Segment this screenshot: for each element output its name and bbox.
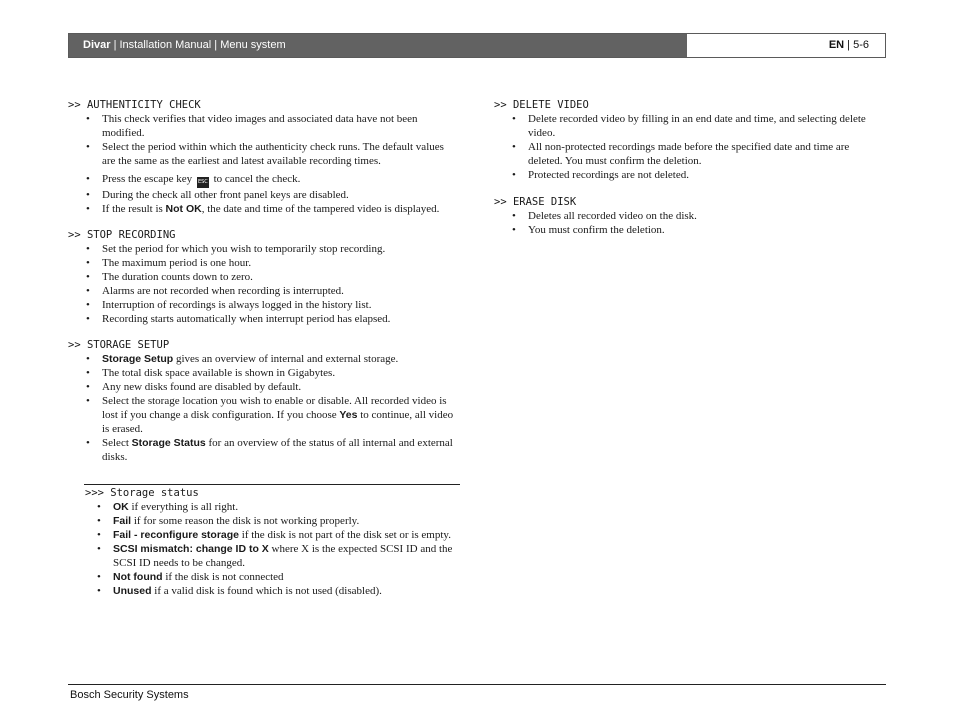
authenticity-check-list (68, 112, 460, 216)
item-text: , the date and time of the tampered video is displayed. (201, 203, 440, 215)
delete-video-heading: >> DELETE VIDEO (494, 99, 589, 111)
erase-disk-heading: >> ERASE DISK (494, 196, 577, 208)
erase-disk-section (494, 195, 886, 237)
keyword: SCSI mismatch: change ID to X (113, 543, 269, 555)
storage-setup-heading: >> STORAGE SETUP (68, 339, 170, 351)
list-item (68, 202, 460, 216)
page-header (68, 33, 886, 58)
keyword: Not OK (165, 203, 202, 215)
list-item: • Interruption of recordings is always logged in the history list. (68, 298, 460, 312)
item-text: Select (102, 437, 132, 449)
storage-status-section (84, 484, 460, 598)
item-text: Press the escape key (102, 173, 195, 185)
item-text: Select the storage location you wish to enable or disable. All recorded video is lost if you change a disk configuration. If you choose (102, 395, 447, 421)
right-column (494, 98, 886, 249)
list-item: • Any new disks found are disabled by default. (68, 380, 460, 394)
list-item: • All non-protected recordings made before the specified date and time are deleted. You must confirm the deletion. (494, 140, 886, 168)
item-text: if a valid disk is found which is not used (disabled). (151, 585, 382, 597)
keyword: Unused (113, 585, 152, 597)
header-subtitle: | Installation Manual | Menu system (110, 39, 286, 51)
list-item: • You must confirm the deletion. (494, 223, 886, 237)
list-item (68, 436, 460, 464)
list-item: • Select the period within which the authenticity check runs. The default values are the same as the earliest and latest available recording times. (68, 140, 460, 168)
list-item: • Recording starts automatically when interrupt period has elapsed. (68, 312, 460, 326)
keyword: Not found (113, 571, 163, 583)
storage-status-heading: >>> Storage status (85, 487, 199, 499)
header-brand: Divar (83, 39, 111, 51)
footer-company: Bosch Security Systems (70, 689, 189, 701)
item-text: if for some reason the disk is not working properly. (131, 515, 360, 527)
list-item: • Protected recordings are not deleted. (494, 168, 886, 182)
list-item (68, 514, 460, 528)
header-page-number: | 5-6 (844, 39, 869, 51)
keyword: Storage Status (131, 437, 206, 449)
item-text: if the disk is not part of the disk set or is empty. (239, 529, 451, 541)
item-text: for an overview of the status of all internal and external disks. (102, 437, 453, 463)
header-language: EN (828, 39, 845, 51)
list-item (68, 352, 460, 366)
list-item (68, 584, 460, 598)
storage-status-list (68, 500, 460, 598)
stop-recording-heading: >> STOP RECORDING (68, 229, 176, 241)
left-column (68, 98, 460, 598)
list-item (68, 528, 460, 542)
keyword: OK (113, 501, 129, 513)
stop-recording-section (68, 228, 460, 326)
storage-setup-list (68, 352, 460, 464)
list-item: • During the check all other front panel keys are disabled. (68, 188, 460, 202)
list-item: • Alarms are not recorded when recording is interrupted. (68, 284, 460, 298)
list-item: • The duration counts down to zero. (68, 270, 460, 284)
stop-recording-list (68, 242, 460, 326)
keyword: Storage Setup (102, 353, 174, 365)
list-item (68, 172, 460, 188)
list-item: • Delete recorded video by filling in an end date and time, and selecting delete video. (494, 112, 886, 140)
list-item: • Set the period for which you wish to temporarily stop recording. (68, 242, 460, 256)
item-text: if everything is all right. (128, 501, 239, 513)
list-item: • Deletes all recorded video on the disk. (494, 209, 886, 223)
footer-divider (68, 684, 886, 685)
list-item: • This check verifies that video images and associated data have not been modified. (68, 112, 460, 140)
authenticity-check-heading: >> AUTHENTICITY CHECK (68, 99, 201, 111)
list-item (68, 500, 460, 514)
authenticity-check-section (68, 98, 460, 216)
list-item (68, 570, 460, 584)
item-text: If the result is (102, 203, 166, 215)
keyword: Fail (113, 515, 132, 527)
item-text: to continue, all video is erased. (102, 409, 454, 435)
list-item: • The total disk space available is shown in Gigabytes. (68, 366, 460, 380)
keyword: Fail - reconfigure storage (113, 529, 240, 541)
header-title (69, 34, 687, 57)
keyword: Yes (339, 409, 358, 421)
list-item: • The maximum period is one hour. (68, 256, 460, 270)
header-page-info (829, 34, 869, 57)
esc-key-icon: ESC (197, 177, 209, 188)
item-text: where X is the expected SCSI ID and the SCSI ID needs to be changed. (113, 543, 453, 569)
list-item (68, 394, 460, 436)
delete-video-list (494, 112, 886, 182)
list-item (68, 542, 460, 570)
erase-disk-list (494, 209, 886, 237)
item-text: gives an overview of internal and external storage. (173, 353, 399, 365)
item-text: to cancel the check. (210, 173, 301, 185)
storage-setup-section (68, 338, 460, 464)
delete-video-section (494, 98, 886, 182)
item-text: if the disk is not connected (162, 571, 284, 583)
